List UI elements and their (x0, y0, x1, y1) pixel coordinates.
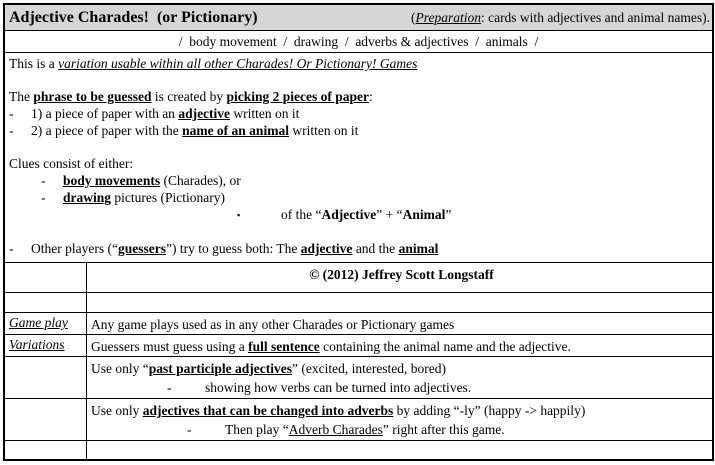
text-segment: phrase to be guessed (33, 89, 152, 104)
text-line (91, 378, 712, 397)
text-line (5, 122, 712, 139)
text-segment: written on it (230, 106, 300, 121)
text-segment: variation usable within all other Charades! Or Pictionary! Games (58, 56, 418, 71)
text-line (5, 155, 712, 172)
text-segment: Adjective (321, 207, 377, 222)
text-segment: ” (excited, interested, bored) (291, 361, 447, 376)
variations-row (5, 334, 712, 356)
copyright-row (5, 262, 712, 292)
empty-bottom-row (5, 440, 712, 459)
text-line (5, 88, 712, 105)
dash-bullet-icon: - (9, 106, 14, 121)
row-content-cell (87, 357, 712, 398)
text-line (91, 359, 712, 378)
text-segment: pictures (Pictionary) (111, 190, 225, 205)
page-title: Adjective Charades! (or Pictionary) (9, 8, 258, 26)
text-line (5, 189, 712, 206)
text-segment: This is a (9, 56, 59, 71)
text-segment: Then play “ (225, 422, 289, 437)
square-bullet-icon: ▪ (237, 210, 241, 220)
text-segment: adjectives that can be changed into adverbs (142, 403, 394, 418)
dash-bullet-icon: - (9, 123, 14, 138)
text-segment: Guessers must guess using a (91, 339, 249, 354)
text-line (91, 337, 712, 356)
footer-table (5, 262, 712, 459)
text-segment: ” + “ (376, 207, 403, 222)
row-label-cell (5, 441, 87, 459)
row-content-cell (87, 263, 712, 292)
row-label-cell (5, 335, 87, 356)
text-line (91, 420, 712, 439)
text-segment: Any game plays used as in any other Charades or Pictionary games (91, 317, 455, 332)
row-label-cell (5, 399, 87, 440)
game-play-row (5, 312, 712, 334)
text-segment: Use only (91, 403, 143, 418)
empty-row (5, 292, 712, 312)
text-segment: and the (352, 241, 399, 256)
text-segment: by adding “-ly” (happy -> happily) (393, 403, 586, 418)
text-segment: showing how verbs can be turned into adjectives. (205, 380, 472, 395)
text-line (5, 206, 712, 224)
text-segment: animal (398, 241, 439, 256)
text-segment: Clues consist of either: (9, 156, 134, 171)
text-segment: guessers (117, 241, 166, 256)
blank-line (5, 224, 712, 240)
dash-bullet-icon: - (41, 190, 46, 205)
text-segment: : cards with adjectives and animal names). (480, 9, 710, 25)
keywords-row: / body movement / drawing / adverbs & adjectives / animals / (5, 31, 712, 53)
text-line (91, 401, 712, 420)
description-cell (5, 53, 712, 262)
text-segment: ”) try to guess both: The (165, 241, 301, 256)
text-segment: Preparation (415, 9, 481, 25)
text-segment: 2) a piece of paper with the (31, 123, 183, 138)
text-segment: ( (410, 9, 416, 25)
row-label-cell (5, 293, 87, 312)
adverbs-row (5, 398, 712, 440)
title-row (5, 5, 712, 31)
dash-bullet-icon: - (187, 422, 192, 437)
row-content-cell (87, 399, 712, 440)
text-segment: is created by (151, 89, 227, 104)
text-segment: Use only “ (91, 361, 149, 376)
text-line (5, 105, 712, 122)
text-segment: past participle adjectives (148, 361, 292, 376)
row-content-cell (87, 293, 712, 312)
blank-line (5, 72, 712, 88)
text-segment: ” (445, 207, 452, 222)
row-label-cell (5, 263, 87, 292)
text-segment: written on it (288, 123, 359, 138)
text-segment: full sentence (248, 339, 320, 354)
charades-game-table (3, 3, 714, 461)
text-segment: containing the animal name and the adjective. (319, 339, 571, 354)
row-content-cell (87, 441, 712, 459)
text-line (91, 315, 712, 334)
text-segment: of the “ (281, 207, 322, 222)
text-segment: ” right after this game. (382, 422, 505, 437)
text-segment: © (2012) Jeffrey Scott Longstaff (309, 267, 494, 282)
text-line (5, 55, 712, 72)
preparation-note (411, 10, 710, 26)
row-label-cell (5, 313, 87, 334)
text-segment: Animal (402, 207, 446, 222)
text-segment: adjective (178, 106, 231, 121)
text-line (5, 240, 712, 257)
text-segment: (Charades), or (160, 173, 241, 188)
row-content-cell (87, 335, 712, 356)
row-content-cell (87, 313, 712, 334)
text-segment: adjective (300, 241, 353, 256)
text-segment: 1) a piece of paper with an (31, 106, 179, 121)
text-segment: picking 2 pieces of paper (226, 89, 369, 104)
past-participle-row (5, 356, 712, 398)
text-segment: Variations (9, 337, 65, 352)
text-segment: : (369, 89, 373, 104)
text-line (91, 265, 712, 284)
text-segment: The (9, 89, 34, 104)
text-segment: body movements (63, 173, 161, 188)
text-segment: name of an animal (182, 123, 289, 138)
blank-line (5, 139, 712, 155)
dash-bullet-icon: - (167, 380, 172, 395)
text-segment: Adverb Charades (288, 422, 383, 437)
text-line (5, 172, 712, 189)
dash-bullet-icon: - (9, 241, 14, 256)
text-segment: Other players (“ (31, 241, 118, 256)
dash-bullet-icon: - (41, 173, 46, 188)
row-label-cell (5, 357, 87, 398)
text-segment: drawing (63, 190, 112, 205)
text-segment: Game play (9, 315, 68, 330)
